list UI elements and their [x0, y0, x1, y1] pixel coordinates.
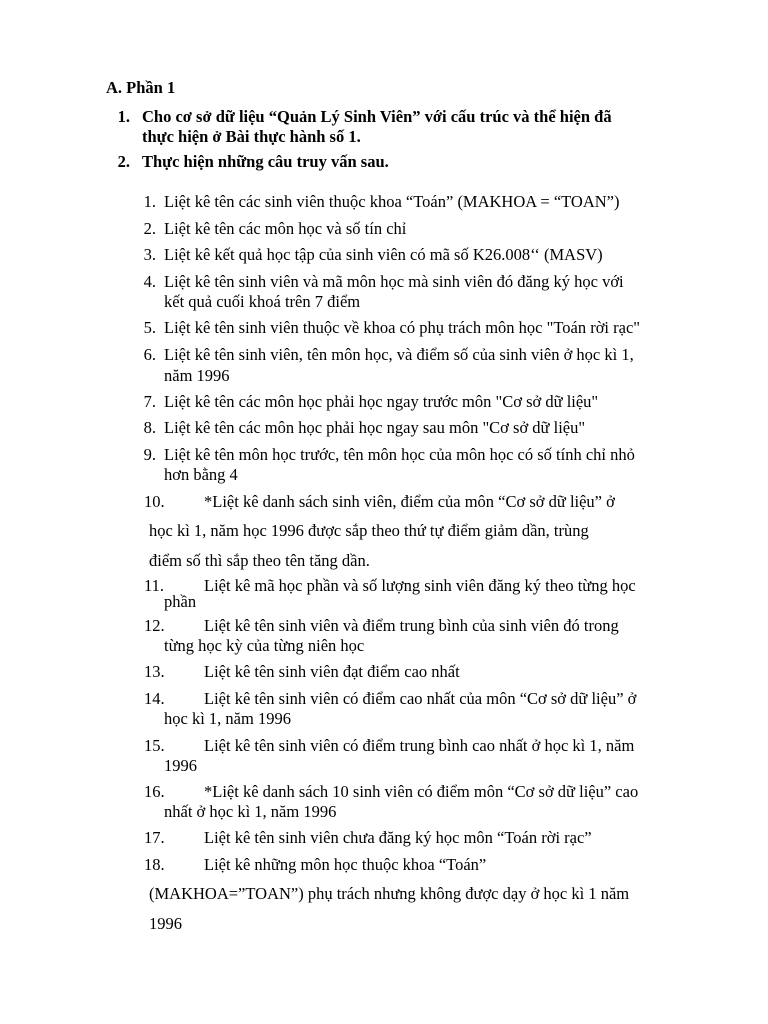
query-text-line: Liệt kê tên sinh viên thuộc về khoa có phụ trách môn học "Toán rời rạc" — [164, 318, 641, 337]
intro-text-line: thực hiện ở Bài thực hành số 1. — [142, 127, 361, 146]
query-number: 4. — [143, 272, 156, 291]
query-text-line: phần — [164, 592, 197, 611]
intro-number: 2. — [117, 152, 130, 171]
query-text-line: 1996 — [149, 914, 182, 933]
query-text-line: Liệt kê tên các sinh viên thuộc khoa “Toán” (MAKHOA = “TOAN”) — [164, 192, 620, 211]
section-title: A. Phần 1 — [106, 78, 176, 97]
query-number: 7. — [143, 392, 156, 411]
intro-number: 1. — [117, 107, 130, 126]
query-text-line: Liệt kê mã học phần và số lượng sinh viên đăng ký theo từng học — [204, 576, 636, 595]
query-number: 16. — [144, 782, 165, 801]
query-number: 6. — [143, 345, 156, 364]
query-number: 15. — [144, 736, 165, 755]
query-number: 3. — [143, 245, 156, 264]
query-text-line: *Liệt kê danh sách sinh viên, điểm của môn “Cơ sở dữ liệu” ở — [204, 492, 615, 511]
query-text-line: Liệt kê tên các môn học phải học ngay sau môn "Cơ sở dữ liệu" — [164, 418, 586, 437]
query-text-line: 1996 — [164, 756, 197, 775]
query-text-line: kết quả cuối khoá trên 7 điểm — [164, 292, 361, 311]
query-text-line: Liệt kê tên môn học trước, tên môn học của môn học có số tính chỉ nhỏ — [164, 445, 635, 464]
query-number: 10. — [144, 492, 165, 511]
query-number: 2. — [143, 219, 156, 238]
query-text-line: (MAKHOA=”TOAN”) phụ trách nhưng không được dạy ở học kì 1 năm — [149, 884, 630, 903]
query-text-line: Liệt kê tên sinh viên có điểm trung bình cao nhất ở học kì 1, năm — [204, 736, 635, 755]
query-text-line: *Liệt kê danh sách 10 sinh viên có điểm môn “Cơ sở dữ liệu” cao — [204, 782, 639, 801]
query-number: 12. — [144, 616, 165, 635]
query-text-line: Liệt kê tên các môn học phải học ngay trước môn "Cơ sở dữ liệu" — [164, 392, 599, 411]
intro-text-line: Cho cơ sở dữ liệu “Quản Lý Sinh Viên” với cấu trúc và thể hiện đã — [142, 107, 612, 126]
query-number: 5. — [143, 318, 156, 337]
query-number: 18. — [144, 855, 165, 874]
query-text-line: Liệt kê tên sinh viên và điểm trung bình của sinh viên đó trong — [204, 616, 619, 635]
query-text-line: Liệt kê kết quả học tập của sinh viên có mã số K26.008‘‘ (MASV) — [164, 245, 603, 264]
query-text-line: điểm số thì sắp theo tên tăng dần. — [149, 551, 370, 570]
query-text-line: học kì 1, năm 1996 — [164, 709, 291, 728]
query-text-line: nhất ở học kì 1, năm 1996 — [164, 802, 337, 821]
query-text-line: năm 1996 — [164, 366, 230, 385]
query-text-line: Liệt kê tên sinh viên có điểm cao nhất của môn “Cơ sở dữ liệu” ở — [204, 689, 637, 708]
query-text-line: từng học kỳ của từng niên học — [164, 636, 365, 655]
query-text-line: Liệt kê tên sinh viên, tên môn học, và điểm số của sinh viên ở học kì 1, — [164, 345, 634, 364]
query-text-line: học kì 1, năm học 1996 được sắp theo thứ tự điểm giảm dần, trùng — [149, 521, 589, 540]
query-text-line: Liệt kê tên các môn học và số tín chỉ — [164, 219, 407, 238]
query-number: 17. — [144, 828, 165, 847]
query-text-line: Liệt kê tên sinh viên và mã môn học mà sinh viên đó đăng ký học với — [164, 272, 624, 291]
query-text-line: Liệt kê tên sinh viên chưa đăng ký học môn “Toán rời rạc” — [204, 828, 592, 847]
query-number: 1. — [143, 192, 156, 211]
query-text-line: Liệt kê những môn học thuộc khoa “Toán” — [204, 855, 487, 874]
query-text-line: Liệt kê tên sinh viên đạt điểm cao nhất — [204, 662, 460, 681]
query-number: 9. — [143, 445, 156, 464]
intro-text-line: Thực hiện những câu truy vấn sau. — [142, 152, 389, 171]
query-number: 13. — [144, 662, 165, 681]
query-number: 14. — [144, 689, 165, 708]
query-number: 11. — [144, 576, 165, 595]
query-text-line: hơn bằng 4 — [164, 465, 238, 484]
query-number: 8. — [143, 418, 156, 437]
